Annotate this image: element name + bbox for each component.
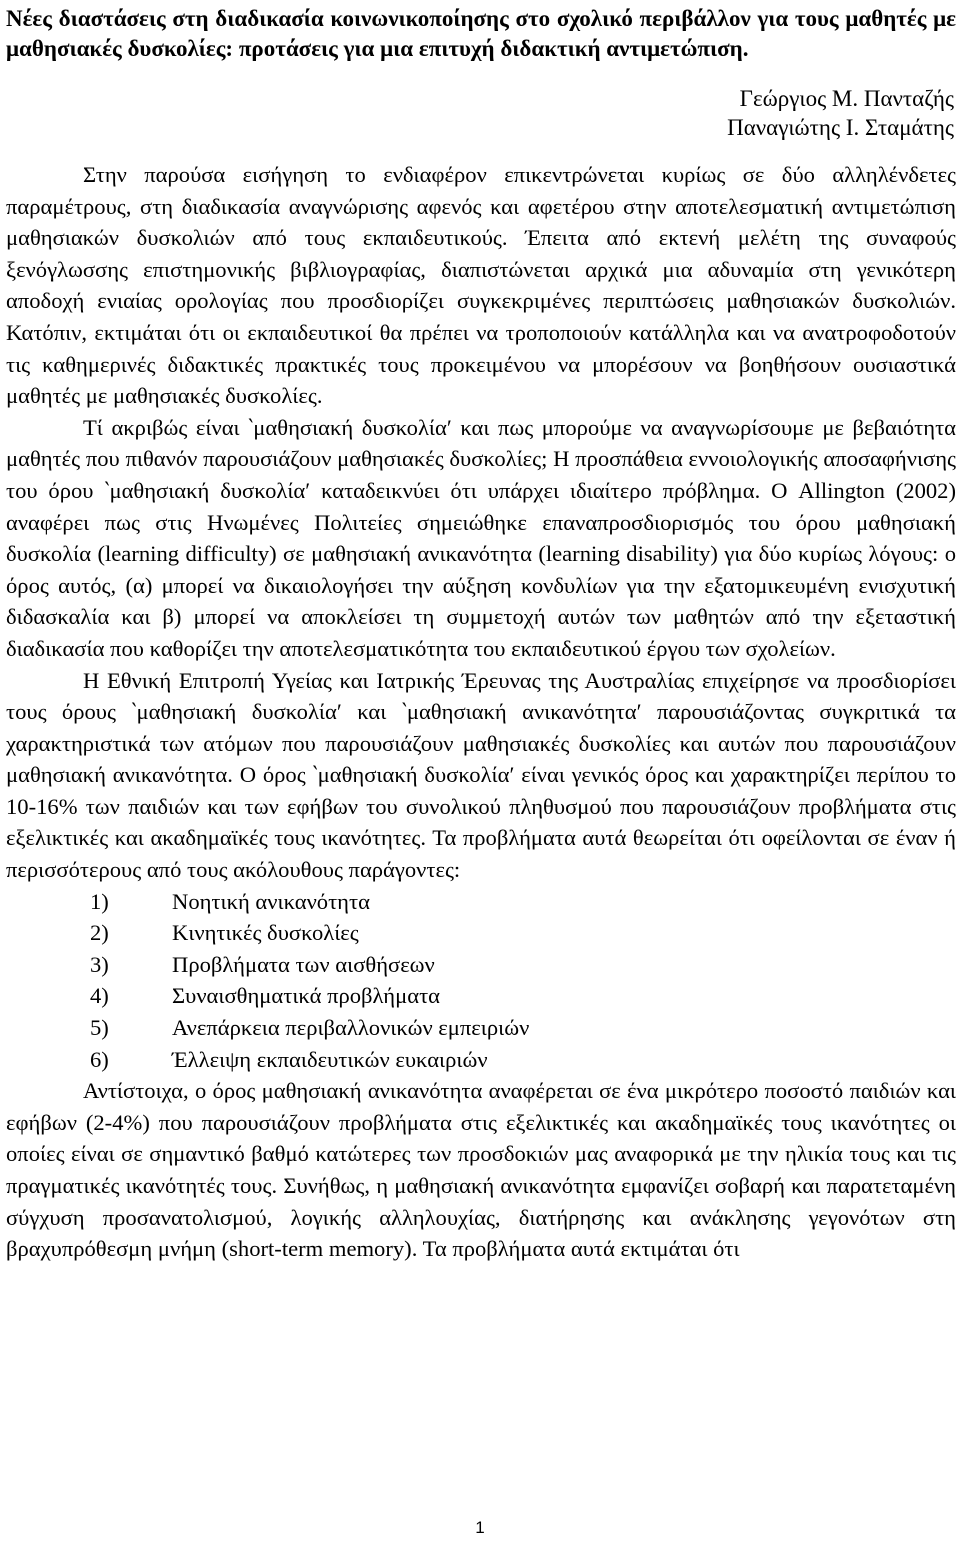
list-item: [6, 917, 956, 949]
list-text: Ανεπάρκεια περιβαλλονικών εμπειριών: [172, 1015, 530, 1041]
list-number: 6): [90, 1046, 109, 1072]
paper-title: Νέες διαστάσεις στη διαδικασία κοινωνικοποίησης στο σχολικό περιβάλλον για τους μαθητές με μαθησιακές δυσκολίες: προτάσεις για μια επιτυχή διδακτική αντιμετώπιση.: [6, 6, 956, 61]
list-number: 5): [90, 1015, 109, 1041]
list-number: 2): [90, 920, 109, 946]
list-text: Συναισθηματικά προβλήματα: [172, 983, 440, 1009]
document-page: [6, 4, 956, 1265]
body-paragraph: Τί ακριβώς είναι ‵μαθησιακή δυσκολία′ και πως μπορούμε να αναγνωρίσουμε με βεβαιότητα μαθητές που πιθανόν παρουσιάζουν μαθησιακές δυσκολίες; Η προσπάθεια εννοιολογικής αποσαφήνισης του όρου ‵μαθησιακή δυσκολία′ καταδεικνύει ότι υπάρχει ιδιαίτερο πρόβλημα. Ο Allington (2002) αναφέρει πως στις Ηνωμένες Πολιτείες σημειώθηκε επαναπροσδιορισμός του όρου μαθησιακή δυσκολία (learning difficulty) σε μαθησιακή ανικανότητα (learning disability) για δύο κυρίως λόγους: ο όρος αυτός, (α) μπορεί να δικαιολογήσει την αύξηση κονδυλίων για την εξατομικευμένη ενισχυτική διδασκαλία και β) μπορεί να αποκλείσει τη συμμετοχή αυτών των μαθητών από την εξεταστική διαδικασία που καθορίζει την αποτελεσματικότητα του εκπαιδευτικού έργου των σχολείων.: [6, 414, 956, 661]
body-paragraph: Η Εθνική Επιτροπή Υγείας και Ιατρικής Έρευνας της Αυστραλίας επιχείρησε να προσδιορίσει τους όρους ‵μαθησιακή δυσκολία′ και ‵μαθησιακή ανικανότητα′ παρουσιάζοντας συγκριτικά τα χαρακτηριστικά των ατόμων που παρουσιάζουν μαθησιακές δυσκολίες και αυτών που παρουσιάζουν μαθησιακή ανικανότητα. Ο όρος ‵μαθησιακή δυσκολία′ είναι γενικός όρος και χαρακτηρίζει περίπου το 10-16% των παιδιών και των εφήβων του συνολικού πληθυσμού που παρουσιάζουν προβλήματα στις εξελικτικές και ακαδημαϊκές τους ικανότητες. Τα προβλήματα αυτά θεωρείται ότι οφείλονται σε έναν ή περισσότερους από τους ακόλουθους παράγοντες:: [6, 667, 956, 883]
list-text: Έλλειψη εκπαιδευτικών ευκαιριών: [172, 1046, 488, 1072]
list-text: Νοητική ανικανότητα: [172, 888, 370, 914]
list-item: [6, 949, 956, 981]
body-paragraph: Αντίστοιχα, ο όρος μαθησιακή ανικανότητα αναφέρεται σε ένα μικρότερο ποσοστό παιδιών και εφήβων (2-4%) που παρουσιάζουν προβλήματα στις εξελικτικές και ακαδημαϊκές τους ικανότητες οι οποίες είναι σε σημαντικό βαθμό κατώτερες των προσδοκιών μας αναφορικά με την ηλικία τους και τις πραγματικές ικανότητές τους. Συνήθως, η μαθησιακή ανικανότητα εμφανίζει σοβαρή και παρατεταμένη σύγχυση προσανατολισμού, λογικής αλληλουχίας, διατήρησης και ανάκλησης γεγονότων στη βραχυπρόθεσμη μνήμη (short-term memory). Τα προβλήματα αυτά εκτιμάται ότι: [6, 1078, 956, 1262]
author-list: [6, 84, 954, 142]
page-number: 1: [475, 1518, 485, 1537]
author-name: Παναγιώτης Ι. Σταμάτης: [727, 115, 954, 140]
list-item: [6, 980, 956, 1012]
abstract-paragraph: Στην παρούσα εισήγηση το ενδιαφέρον επικεντρώνεται κυρίως σε δύο αλληλένδετες παραμέτρους, στη διαδικασία αναγνώρισης αφενός και αφετέρου στην αποτελεσματική αντιμετώπιση μαθησιακών δυσκολιών από τους εκπαιδευτικούς. Έπειτα από εκτενή μελέτη της συναφούς ξενόγλωσσης επιστημονικής βιβλιογραφίας, διαπιστώνεται αρχικά μια αδυναμία στη γενικότερη αποδοχή ενιαίας ορολογίας που προσδιορίζει συγκεκριμένες περιπτώσεις μαθησιακών δυσκολιών. Κατόπιν, εκτιμάται ότι οι εκπαιδευτικοί θα πρέπει να τροποποιούν κατάλληλα και να ανατροφοδοτούν τις καθημερινές διδακτικές πρακτικές τους προκειμένου να μπορέσουν να βοηθήσουν ουσιαστικά μαθητές με μαθησιακές δυσκολίες.: [6, 162, 956, 409]
list-number: 1): [90, 888, 109, 914]
list-text: Προβλήματα των αισθήσεων: [172, 951, 435, 977]
list-number: 3): [90, 951, 109, 977]
list-number: 4): [90, 983, 109, 1009]
author-name: Γεώργιος Μ. Πανταζής: [739, 86, 954, 111]
list-item: [6, 886, 956, 918]
factor-list: [6, 886, 956, 1076]
list-item: [6, 1012, 956, 1044]
list-text: Κινητικές δυσκολίες: [172, 920, 359, 946]
list-item: [6, 1044, 956, 1076]
